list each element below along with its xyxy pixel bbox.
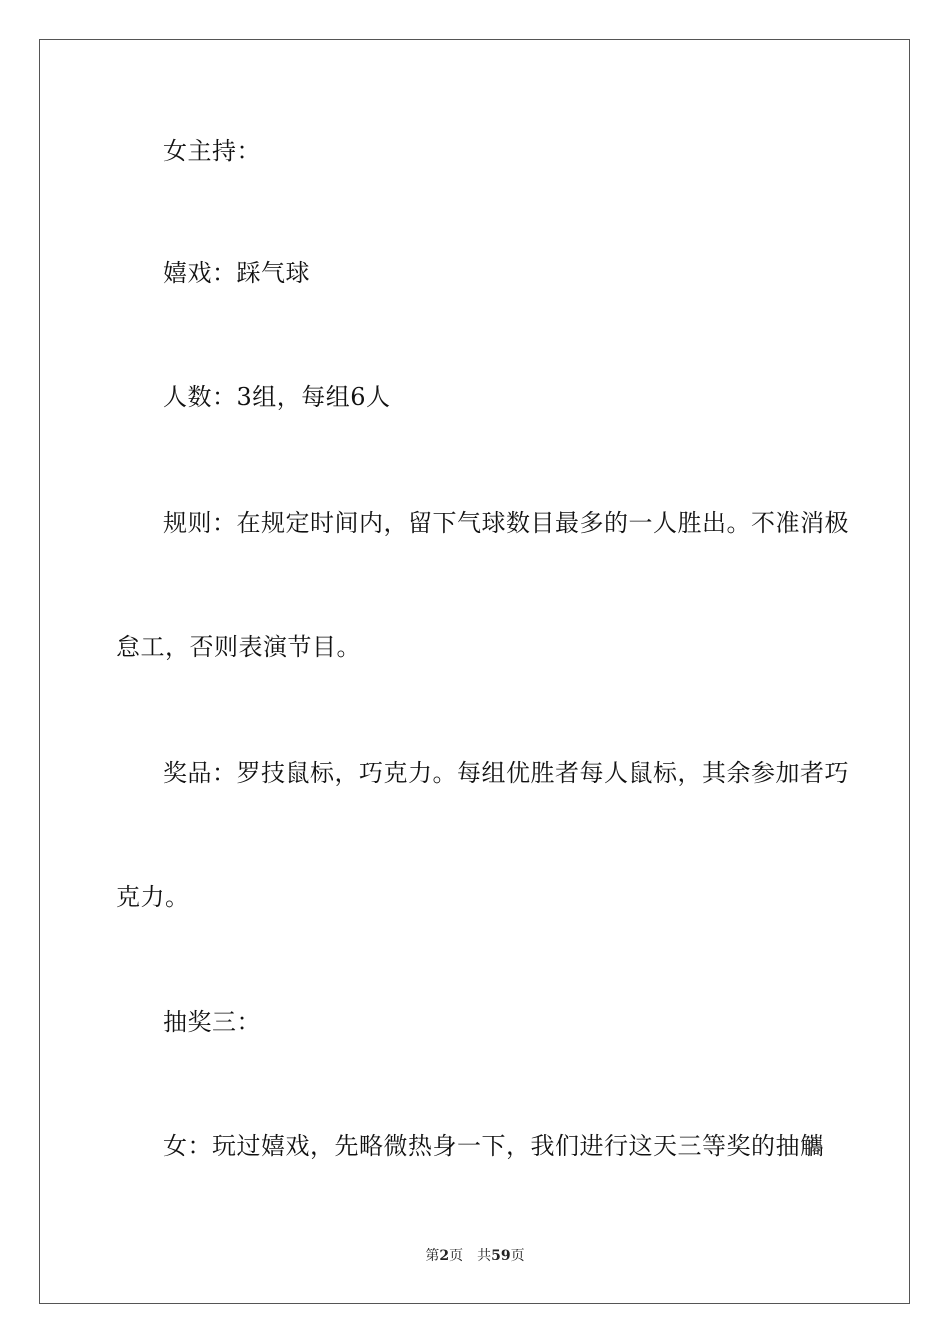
text-line-rules-continued: 怠工，否则表演节目。 [116,633,361,661]
text-line-prizes-continued: 克力。 [116,883,190,911]
text-line-host-speech: 女：玩过嬉戏，先略微热身一下，我们进行这天三等奖的抽觿 [163,1132,825,1160]
total-suffix: 页 [510,1248,525,1264]
text-line-prizes: 奖品：罗技鼠标，巧克力。每组优胜者每人鼠标，其余参加者巧 [163,759,849,787]
text-line-game-name: 嬉戏：踩气球 [163,259,310,287]
text-line-rules: 规则：在规定时间内，留下气球数目最多的一人胜出。不准消极 [163,509,849,537]
text-line-host-label: 女主持： [163,137,261,165]
page-frame [39,39,910,1304]
page-number: 2 [439,1248,450,1264]
text-line-participants: 人数：3组，每组6人 [163,383,391,411]
page-prefix: 第 [425,1248,440,1264]
text-line-lottery-heading: 抽奖三： [163,1008,261,1036]
total-prefix: 共 [477,1248,492,1264]
page-footer [0,1247,950,1265]
page-suffix: 页 [449,1248,464,1264]
total-pages: 59 [491,1248,511,1264]
